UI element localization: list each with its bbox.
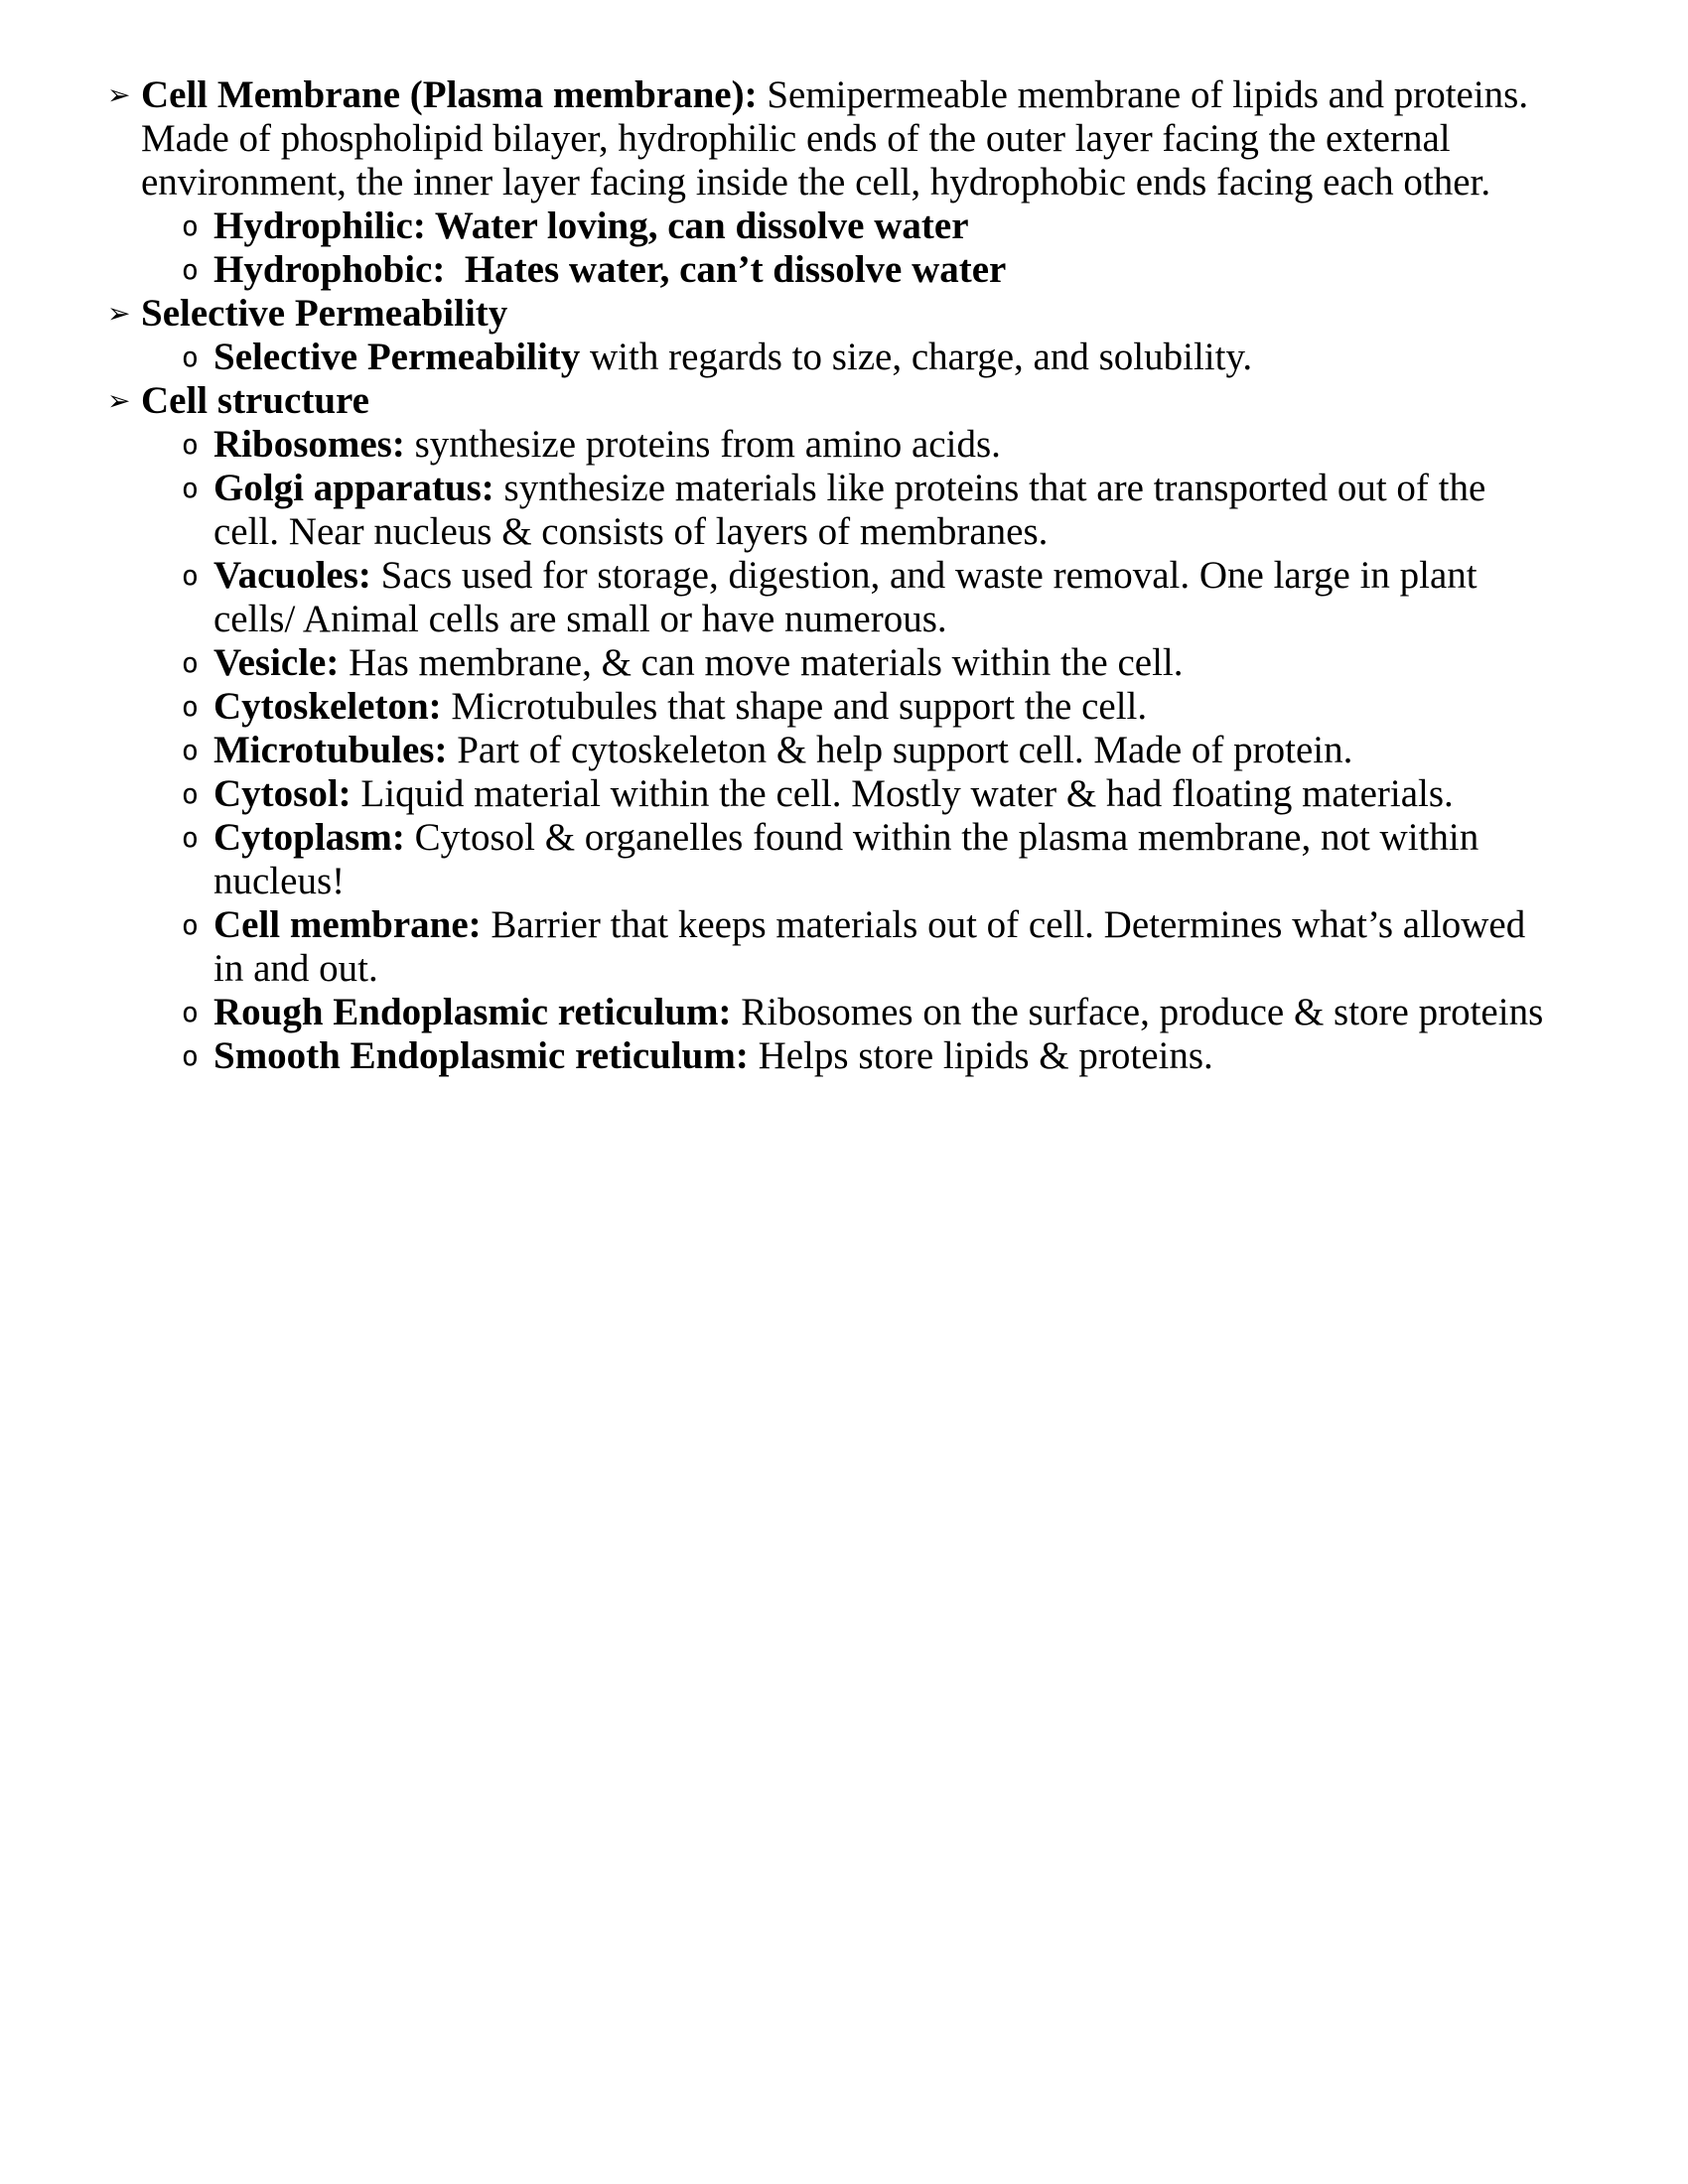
list-item-text (213, 1034, 1549, 1078)
circle-bullet-icon: o (182, 559, 199, 592)
list-item (182, 816, 1549, 903)
list-item-text (141, 292, 1549, 336)
term-definition: Ribosomes on the surface, produce & store proteins (731, 991, 1544, 1033)
list-item (182, 205, 1549, 248)
list-item (182, 772, 1549, 816)
circle-bullet-icon: o (182, 253, 199, 286)
list-item-text (213, 248, 1549, 292)
term-definition: Liquid material within the cell. Mostly water & had floating materials. (351, 772, 1454, 815)
term-definition: synthesize materials like proteins that are transported out of the cell. Near nucleus & consists of layers of membranes. (213, 467, 1496, 553)
term-definition: Cytosol & organelles found within the plasma membrane, not within nucleus! (213, 816, 1488, 902)
list-item (107, 292, 1549, 336)
term-label: Golgi apparatus: (213, 467, 494, 509)
term-label: Selective Permeability (141, 292, 508, 335)
list-item-text (213, 641, 1549, 685)
list-item (182, 991, 1549, 1034)
term-definition: Barrier that keeps materials out of cell. Determines what’s allowed in and out. (213, 903, 1535, 990)
list-item (182, 423, 1549, 467)
term-label: Hydrophobic: Hates water, can’t dissolve water (213, 248, 1007, 291)
circle-bullet-icon: o (182, 908, 199, 941)
list-item (107, 73, 1549, 205)
list-item (182, 729, 1549, 772)
list-item (182, 903, 1549, 991)
term-label: Cytoskeleton: (213, 685, 442, 728)
term-definition: with regards to size, charge, and solubility. (580, 336, 1253, 378)
term-label: Rough Endoplasmic reticulum: (213, 991, 732, 1033)
list-item-text (213, 816, 1549, 903)
circle-bullet-icon: o (182, 734, 199, 766)
term-definition: Microtubules that shape and support the cell. (441, 685, 1148, 728)
term-definition: Part of cytoskeleton & help support cell. Made of protein. (447, 729, 1353, 771)
list-item-text (213, 685, 1549, 729)
term-label: Cell membrane: (213, 903, 482, 946)
term-definition: Sacs used for storage, digestion, and waste removal. One large in plant cells/ Animal cells are small or have numerous. (213, 554, 1487, 640)
circle-bullet-icon: o (182, 341, 199, 373)
list-item (182, 467, 1549, 554)
term-label: Cytoplasm: (213, 816, 405, 859)
term-definition: Helps store lipids & proteins. (748, 1034, 1213, 1077)
term-definition: synthesize proteins from amino acids. (404, 423, 1001, 466)
list-item-text (213, 772, 1549, 816)
circle-bullet-icon: o (182, 209, 199, 242)
list-item-text (141, 379, 1549, 423)
list-item (107, 379, 1549, 423)
arrow-bullet-icon: ➢ (107, 78, 131, 111)
list-item-text (213, 423, 1549, 467)
list-item-text (213, 729, 1549, 772)
circle-bullet-icon: o (182, 1039, 199, 1072)
list-item (182, 336, 1549, 379)
list-item (182, 1034, 1549, 1078)
arrow-bullet-icon: ➢ (107, 384, 131, 417)
term-definition: Has membrane, & can move materials within the cell. (339, 641, 1184, 684)
notes-list (0, 73, 1549, 1078)
list-item (182, 554, 1549, 641)
circle-bullet-icon: o (182, 777, 199, 810)
term-label: Smooth Endoplasmic reticulum: (213, 1034, 749, 1077)
list-item-text (213, 467, 1549, 554)
circle-bullet-icon: o (182, 996, 199, 1028)
term-label: Microtubules: (213, 729, 448, 771)
list-item (182, 248, 1549, 292)
term-label: Hydrophilic: Water loving, can dissolve water (213, 205, 969, 247)
term-label: Cell Membrane (Plasma membrane): (141, 73, 758, 116)
circle-bullet-icon: o (182, 821, 199, 854)
list-item-text (141, 73, 1549, 205)
term-label: Vacuoles: (213, 554, 371, 597)
term-definition: Semipermeable membrane of lipids and proteins. Made of phospholipid bilayer, hydrophilic ends of the outer layer facing the external environment, the inner layer facing inside the cell, hydrophobic ends facing each other. (141, 73, 1538, 204)
circle-bullet-icon: o (182, 646, 199, 679)
term-label: Vesicle: (213, 641, 340, 684)
list-item (182, 685, 1549, 729)
term-label: Cytosol: (213, 772, 352, 815)
arrow-bullet-icon: ➢ (107, 297, 131, 330)
circle-bullet-icon: o (182, 690, 199, 723)
circle-bullet-icon: o (182, 472, 199, 504)
list-item-text (213, 903, 1549, 991)
term-label: Cell structure (141, 379, 369, 422)
term-label: Selective Permeability (213, 336, 581, 378)
list-item-text (213, 554, 1549, 641)
list-item-text (213, 336, 1549, 379)
circle-bullet-icon: o (182, 428, 199, 461)
list-item (182, 641, 1549, 685)
list-item-text (213, 991, 1549, 1034)
term-label: Ribosomes: (213, 423, 405, 466)
list-item-text (213, 205, 1549, 248)
